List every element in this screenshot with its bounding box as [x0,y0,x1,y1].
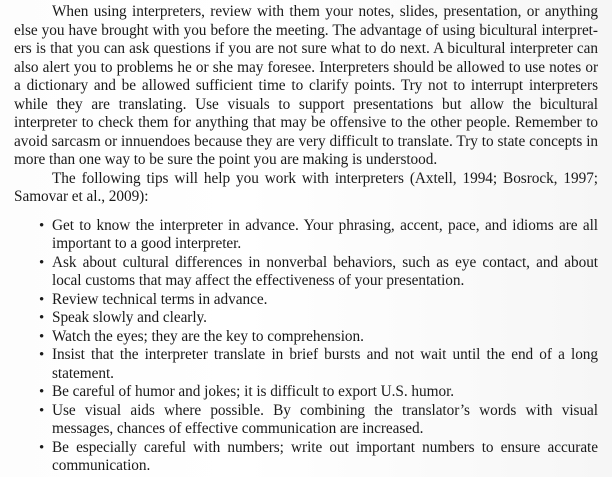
list-item [39,216,598,254]
bullet-icon: • [39,310,45,326]
list-item-text: Get to know the interpreter in advance. Your phrasing, accent, pace, and idioms are all important to a good interpreter. [52,216,598,252]
tips-list [14,217,598,476]
bullet-icon: • [39,291,45,308]
page-content [14,3,598,476]
list-item [39,383,598,402]
list-item-text: Be especially careful with numbers; write out important numbers to ensure accurate communication. [52,438,598,474]
list-item-text: Use visual aids where possible. By combining the translator’s words with visual messages, chances of effective communication are increased. [52,401,598,437]
list-item-text: Be careful of humor and jokes; it is difficult to export U.S. humor. [52,383,455,400]
list-item [39,401,598,439]
list-item [39,327,598,347]
list-item [39,438,598,476]
bullet-icon: • [39,402,45,419]
paragraph-interpreter-review: When using interpreters, review with them your notes, slides, presentation, or anything else you have brought with you before the meeting. The advantage of using bicultural interpreters is that you can ask questions if you are not sure what to do next. A bicultural interpreter can also alert you to problems he or she may foresee. Interpreters should be allowed to use notes or a dictionary and be allowed sufficient time to clarify points. Try not to interrupt interpreters while they are translating. Use visuals to support presentations but allow the bicultural interpreter to check them for anything that may be offensive to the other people. Remember to avoid sarcasm or innuendoes because they are very difficult to translate. Try to state concepts in more than one way to be sure the point you are making is understood. [14,3,598,168]
list-item-text: Insist that the interpreter translate in brief bursts and not wait until the end of a long statement. [52,346,598,382]
list-item-text: Review technical terms in advance. [52,290,268,308]
list-item [39,346,598,383]
list-item [39,290,598,310]
list-item-text: Ask about cultural differences in nonverbal behaviors, such as eye contact, and about local customs that may affect the effectiveness of your presentation. [52,253,598,289]
list-item [39,309,598,328]
bullet-icon: • [39,439,45,456]
bullet-icon: • [39,328,45,345]
paragraph-tips-intro: The following tips will help you work with interpreters (Axtell, 1994; Bosrock, 1997; Samovar et al., 2009): [14,169,598,205]
list-item-text: Watch the eyes; they are the key to comprehension. [52,327,364,345]
bullet-icon: • [39,254,45,271]
bullet-icon: • [39,384,45,400]
bullet-icon: • [39,217,45,234]
bullet-icon: • [39,347,45,363]
list-item-text: Speak slowly and clearly. [52,309,207,326]
list-item [39,253,598,291]
